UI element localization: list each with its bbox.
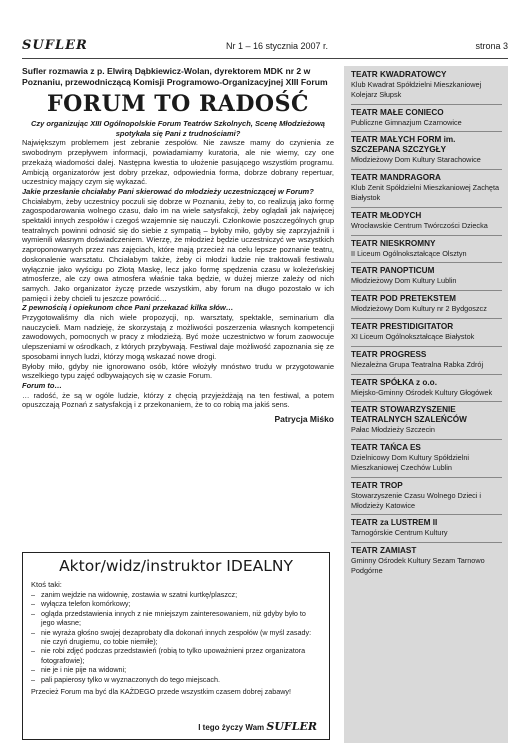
divider	[351, 104, 502, 105]
theatre-institution: Gminny Ośrodek Kultury Sezam Tarnowo Podgórne	[351, 556, 485, 575]
divider	[351, 401, 502, 402]
theatre-institution: Wrocławskie Centrum Twórczości Dziecka	[351, 220, 488, 230]
divider	[351, 439, 502, 440]
theatre-entry	[351, 173, 502, 203]
theatre-institution: Klub Zenit Spółdzielni Mieszkaniowej Zachęta Białystok	[351, 183, 500, 202]
theatre-entry	[351, 108, 502, 128]
theatre-entry	[351, 378, 502, 398]
divider	[351, 318, 502, 319]
theatre-entry	[351, 211, 502, 231]
divider	[351, 207, 502, 208]
divider	[351, 514, 502, 515]
theatre-name: TEATR KWADRATOWCY	[351, 70, 447, 79]
ideal-viewer-box	[22, 552, 330, 740]
box-closing: Przecież Forum ma być dla KAŻDEGO przede wszystkim czasem dobrej zabawy!	[31, 687, 292, 697]
divider	[351, 374, 502, 375]
theatre-institution: Pałac Młodzieży Szczecin	[351, 425, 435, 435]
box-title: Aktor/widz/instruktor IDEALNY	[59, 557, 293, 575]
theatre-name: TEATR PROGRESS	[351, 349, 427, 359]
theatre-entry	[351, 405, 502, 435]
interview-article	[22, 66, 334, 424]
box-signature-logo: SUFLER	[266, 720, 317, 733]
divider	[351, 235, 502, 236]
theatre-entry	[351, 350, 502, 370]
theatre-institution: Młodzieżowy Dom Kultury nr 2 Bydgoszcz	[351, 304, 487, 314]
box-rule-item: – zanim wejdzie na widownię, zostawia w szatni kurtkę/plaszcz;	[31, 590, 321, 599]
interview-question: Z pewnością i opiekunom chce Pani przekazać kilka słów…	[22, 303, 234, 313]
article-signature: Patrycja Miśko	[274, 414, 334, 425]
theatre-entry	[351, 443, 502, 473]
theatre-entry	[351, 322, 502, 342]
theatre-entry	[351, 239, 502, 259]
theatre-institution: Miejsko-Gminny Ośrodek Kultury Głogówek	[351, 387, 493, 397]
theatre-name: TEATR ZAMIAST	[351, 546, 417, 556]
box-signature-text: I tego życzy Wam	[198, 723, 265, 732]
theatre-entry	[351, 266, 502, 286]
page-number: strona 3	[475, 41, 508, 51]
theatre-name: TEATR PANOPTICUM	[351, 266, 435, 276]
theatre-institution: Klub Kwadrat Spółdzielni Mieszkaniowej Kolejarz Słupsk	[351, 80, 482, 99]
interview-question: Forum to…	[22, 380, 62, 390]
box-rule-item: – pali papierosy tylko w wyznaczonych do tego miejscach.	[31, 675, 321, 684]
theatre-institution: Publiczne Gimnazjum Czarnowice	[351, 117, 462, 127]
interview-answer: Byłoby miło, gdyby nie ignorowano osób, które włożyły mnóstwo trudu w przygotowanie wszelkiego typu zajęć odbywających się w czasie Forum.	[22, 361, 334, 381]
theatre-entry	[351, 294, 502, 314]
theatre-institution: Stowarzyszenie Czasu Wolnego Dzieci i Młodzieży Katowice	[351, 490, 482, 510]
theatre-entry	[351, 518, 502, 538]
theatre-institution: Młodzieżowy Dom Kultury Starachowice	[351, 155, 481, 165]
divider	[351, 131, 502, 132]
article-intro: Sufler rozmawia z p. Elwirą Dąbkiewicz-Wolan, dyrektorem MDK nr 2 w Poznaniu, przewodniczącą Komisji Programowo-Organizacyjnej XIII Forum	[22, 66, 328, 87]
theatre-name: TEATR POD PRETEKSTEM	[351, 294, 456, 304]
theatre-name: TEATR SPÓŁKA z o.o.	[351, 377, 437, 387]
page-header	[22, 38, 508, 59]
theatre-entry	[351, 135, 502, 165]
theatre-entry	[351, 70, 502, 100]
divider	[351, 542, 502, 543]
theatre-name: TEATR TROP	[351, 480, 403, 490]
theatre-institution: Niezależna Grupa Teatralna Rabka Zdrój	[351, 359, 484, 369]
issue-date: Nr 1 – 16 stycznia 2007 r.	[226, 41, 329, 51]
interview-answer: … radość, że są w ogóle ludzie, którzy z chęcią przyjeżdżają na ten festiwal, a potem opuszczają Poznań z satysfakcją i z przekonaniem, że to co robią ma jakiś sens.	[22, 390, 334, 410]
theatre-name: TEATR MŁODYCH	[351, 210, 422, 220]
box-rule-item: – ogląda przedstawienia innych z nie mniejszym zainteresowaniem, niż gdyby było to jego własne;	[31, 609, 321, 628]
box-rule-item: – nie je i nie pije na widowni;	[31, 665, 321, 674]
theatre-name: TEATR MANDRAGORA	[351, 173, 441, 183]
interview-answer: Przygotowaliśmy dla nich wiele propozycji, np. warsztaty, spektakle, seminarium dla nauczycieli. Mam nadzieję, że skorzystają z możliwości poszerzenia własnych kompetencji zawodowych, pomocnych w pracy z młodzieżą. Być może uczestnictwo w forum zaowocuje ulepszeniami w ośrodkach, z których przybywają. Festiwal daje możliwość zapoznania się ze sposobami innych ludzi, którzy mogą wskazać nowe drogi.	[22, 313, 334, 361]
interview-question: Czy organizując XIII Ogólnopolskie Forum Teatrów Szkolnych, Scenę Młodzieżową spotykała się Pani z trudnościami?	[31, 119, 325, 138]
theatre-name: TEATR MAŁYCH FORM im. SZCZEPANA SZCZYGŁY	[351, 135, 456, 155]
theatre-name: TEATR MAŁE CONIECO	[351, 107, 444, 117]
box-rule-item: – nie robi zdjęć podczas przedstawień (robią to tylko upoważnieni przez organizatora fotografowie);	[31, 646, 321, 665]
box-rule-item: – wyłącza telefon komórkowy;	[31, 599, 321, 608]
theatre-institution: Młodzieżowy Dom Kultury Lublin	[351, 276, 457, 286]
theatre-name: TEATR TAŃCA ES	[351, 443, 421, 453]
theatre-institution: Dzielnicowy Dom Kultury Spółdzielni Mieszkaniowej Czechów Lublin	[351, 453, 470, 472]
box-rule-item: – nie wyraża głośno swojej dezaprobaty dla dokonań innych zespołów (w myśl zasady: nie czyń drugiemu, co tobie niemiłe);	[31, 628, 321, 647]
divider	[351, 169, 502, 170]
box-signature	[198, 720, 317, 733]
theatre-institution: XI Liceum Ogólnokształcące Białystok	[351, 331, 475, 341]
theatre-name: TEATR STOWARZYSZENIE TEATRALNYCH SZALEŃCÓW	[351, 405, 467, 425]
interview-answer: Największym problemem jest zebranie zespołów. Nie zawsze mamy do czynienia ze swobodnym przepływem informacji, powiadamiamy kuratoria, ale nie wiemy, czy one przekażą wiadomości dalej. Następna kwestia to ułożenie pasującego wszystkim programu. Ambicją organizatorów jest dobry przekaz, odpowiednia forma, dobrze dobrany repertuar, uczestnicy mający czym się wykazać.	[22, 138, 334, 187]
box-rules-list	[31, 590, 321, 684]
theatre-name: TEATR NIESKROMNY	[351, 238, 436, 248]
article-body	[22, 119, 334, 410]
interview-question: Jakie przesłanie chciałaby Pani skierować do młodzieży uczestniczącej w Forum?	[22, 186, 314, 196]
theatre-entry	[351, 546, 502, 576]
divider	[351, 262, 502, 263]
divider	[351, 346, 502, 347]
article-title: FORUM TO RADOŚĆ	[47, 91, 309, 117]
theatre-name: TEATR PRESTIDIGITATOR	[351, 321, 454, 331]
divider	[351, 477, 502, 478]
divider	[351, 290, 502, 291]
theatre-name: TEATR za LUSTREM II	[351, 518, 438, 528]
sufler-logo: SUFLER	[22, 38, 88, 53]
theatre-entry	[351, 481, 502, 511]
theatre-institution: Tarnogórskie Centrum Kultury	[351, 528, 448, 538]
theatre-institution: II Liceum Ogólnokształcące Olsztyn	[351, 248, 467, 258]
theatre-list-sidebar	[344, 66, 508, 743]
box-lead: Ktoś taki:	[31, 580, 62, 589]
interview-answer: Chciałabym, żeby uczestnicy poczuli się dobrze w Poznaniu, żeby to, co realizują jako formę zagospodarowania wolnego czasu, dało im na wiele satysfakcji, żeby oglądali jak najwięcej spektakli innych zespołów i czegoś wzajemnie się nauczyli. Członkowie poszczególnych grup teatralnych powinni odnosić się do siebie z sympatią – byłoby miło, gdyby się zaprzyjaźnili i wymienili własnym doświadczeniem. Wierzę, że młodzież będzie uczestniczyć we wszystkich zaproponowanych przez nas zajęciach, które mają przecież na celu lepsze poznanie teatru, doskonalenie warsztatu. Chciałabym także, żeby ci młodzi ludzie nie traktowali festiwalu wyłącznie jako wyścigu po Złotą Maskę, lecz jako formę spędzenia czasu w koleżeńskiej atmosferze, ale czy owa atmosfera właśnie taka będzie, w dużej mierze zależy od nich samych. Jako organizator życzę przede wszystkim, aby forum na długo pozostało w ich pamięci i żeby chcieli tu jeszcze powrócić…	[22, 196, 334, 303]
